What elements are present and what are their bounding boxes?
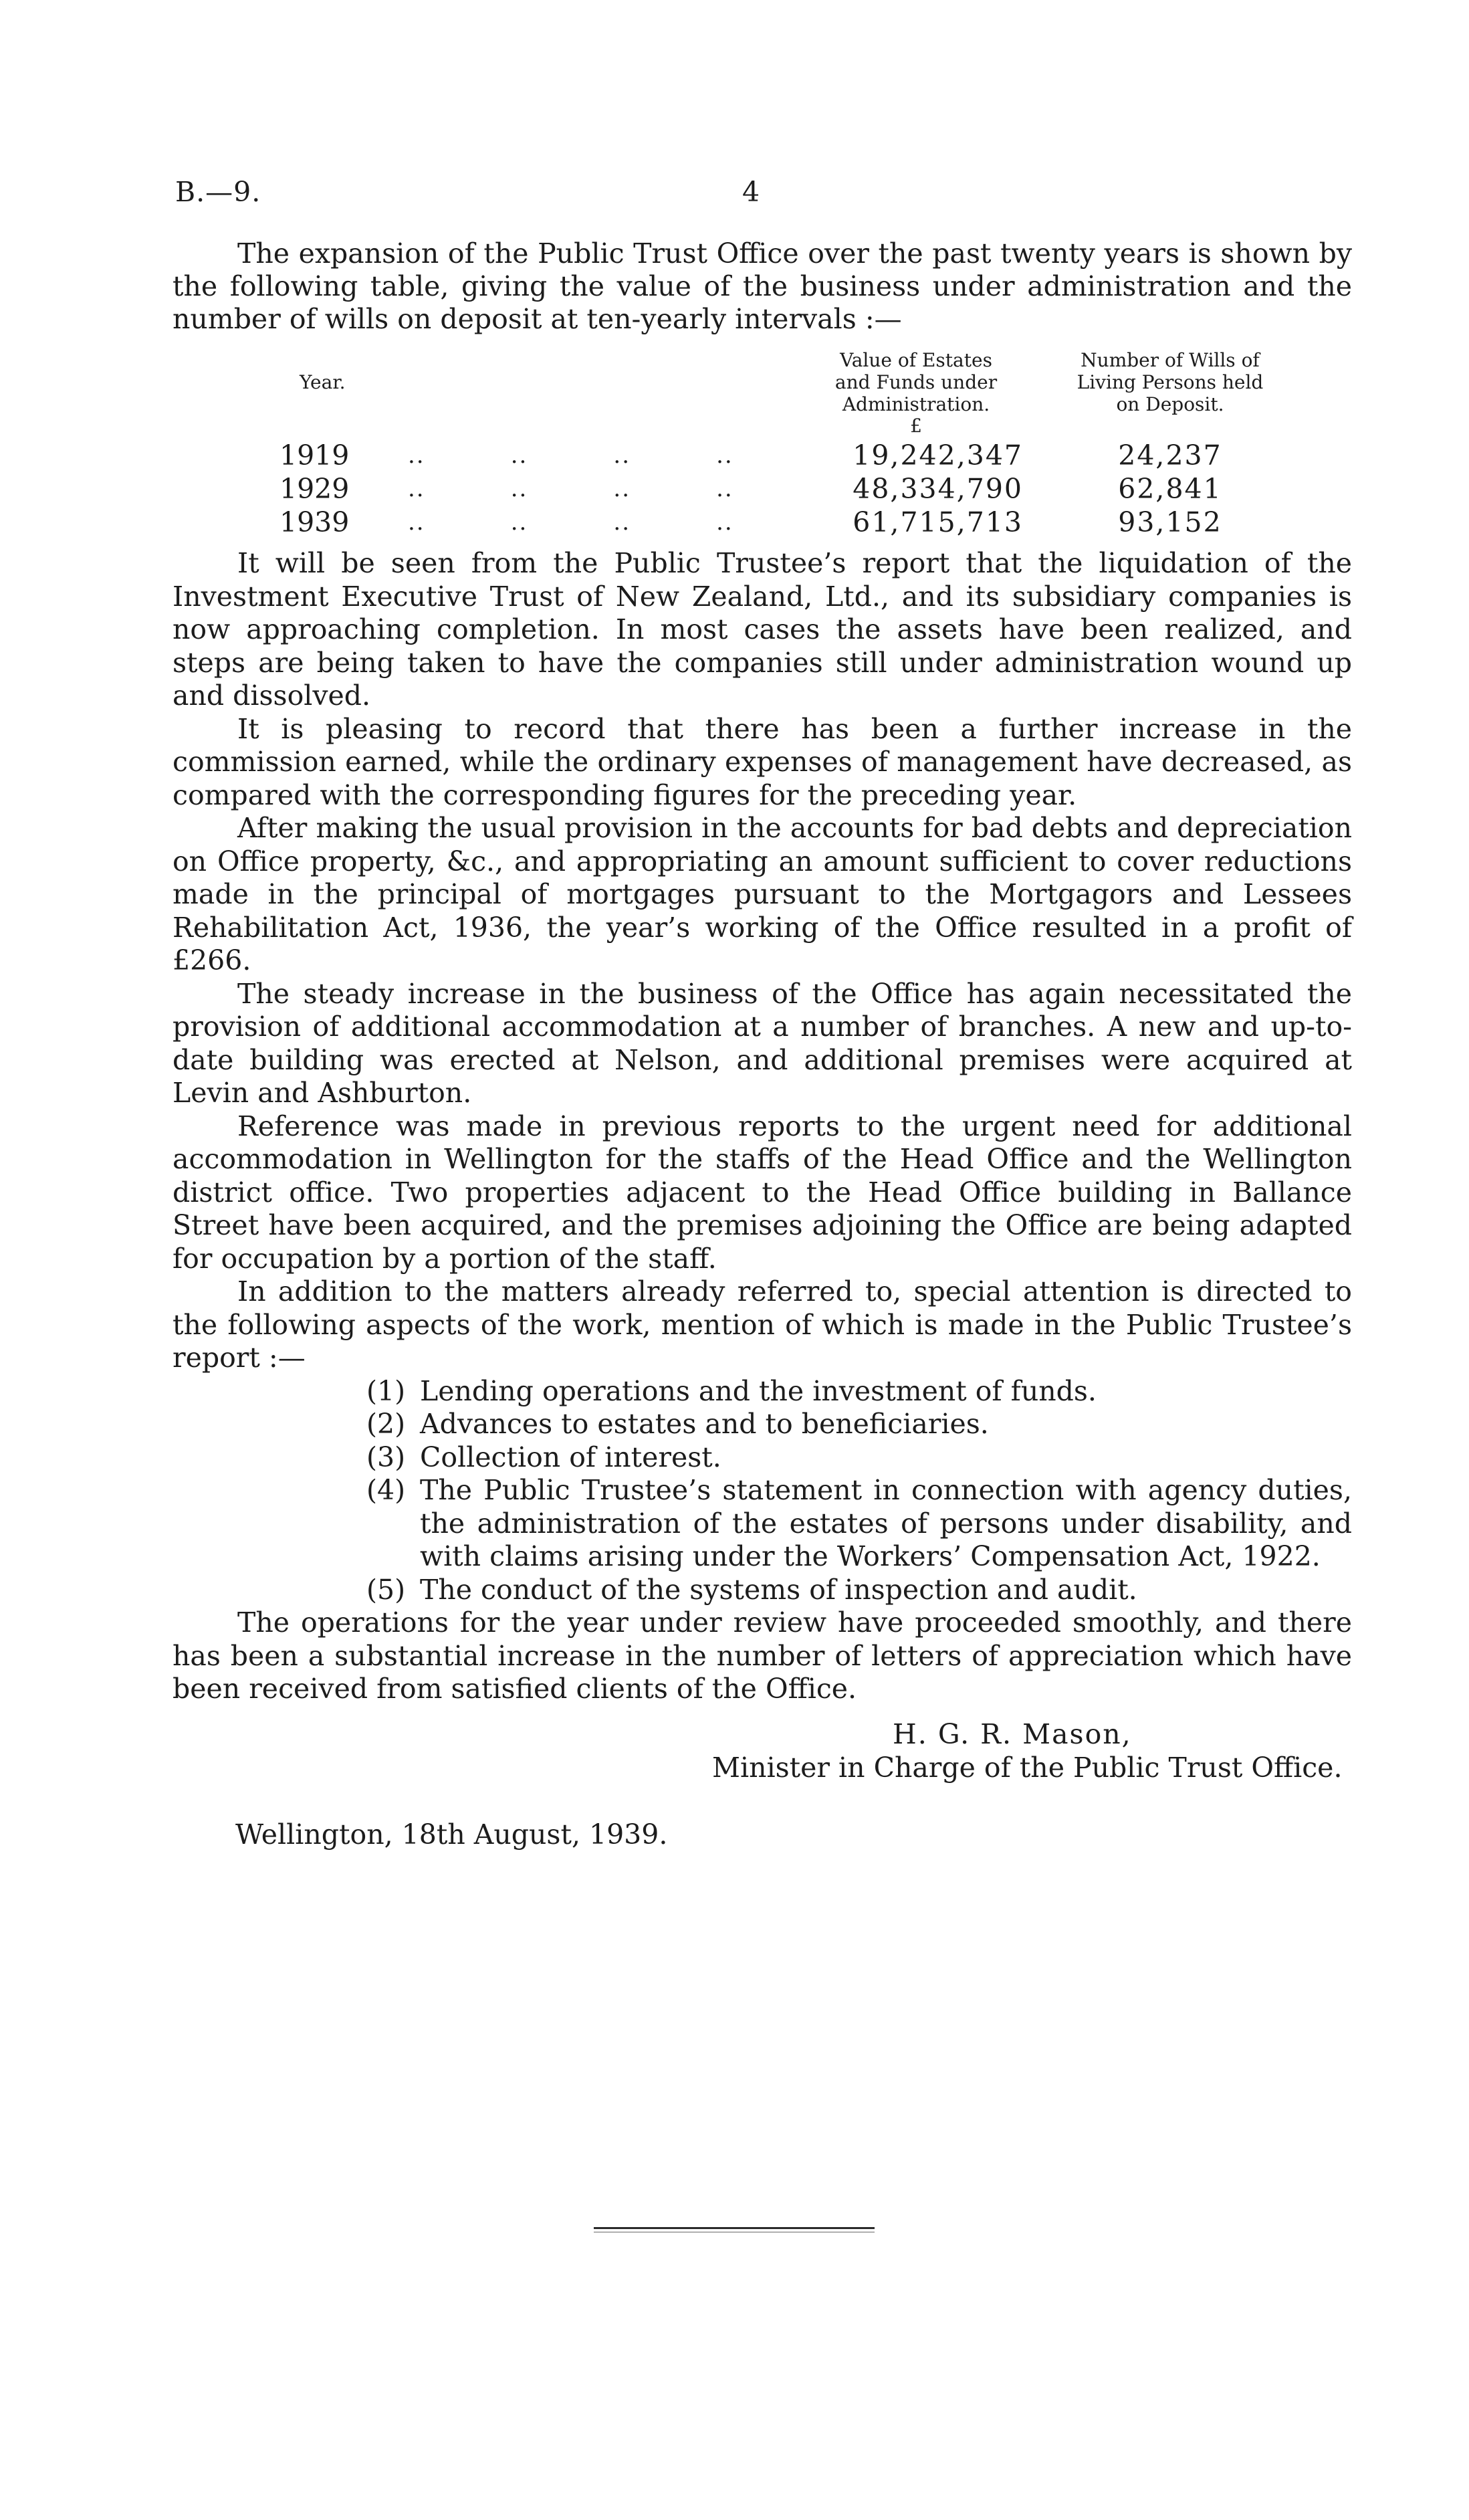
row-wills: 24,237	[1118, 439, 1222, 471]
table-header-wills-line: on Deposit.	[1116, 393, 1224, 415]
paragraph: In addition to the matters already referred to, special attention is directed to the following aspects of the work, mention of which is made in the Public Trustee’s report :—	[173, 1275, 1352, 1374]
row-wills: 62,841	[1118, 473, 1222, 505]
row-leader-dots: .. .. .. ..	[408, 442, 733, 469]
table-header-value	[806, 349, 1026, 415]
list-item	[306, 1408, 1352, 1441]
table-header-value-line: and Funds under	[834, 371, 998, 393]
list-item-number: (2)	[366, 1408, 406, 1440]
document-reference: B.—9.	[175, 176, 261, 208]
signatory-title: Minister in Charge of the Public Trust Office.	[712, 1752, 1343, 1784]
signatory-name: H. G. R. Mason,	[893, 1718, 1132, 1750]
paragraph: The steady increase in the business of the Office has again necessitated the provision of additional accommodation at a number of branches. A new and up-to-date building was erected at Nelson, and additional premises were acquired at Levin and Ashburton.	[173, 977, 1352, 1109]
place-and-date: Wellington, 18th August, 1939.	[235, 1818, 668, 1851]
body-text	[173, 547, 1352, 1706]
table-header-wills	[1056, 349, 1284, 415]
table-header-value-line: Value of Estates	[840, 349, 992, 371]
row-value: 61,715,713	[853, 506, 1023, 538]
page-number: 4	[742, 176, 760, 208]
table-header-wills-line: Number of Wills of	[1081, 349, 1260, 371]
list-item-text: Advances to estates and to beneficiaries.	[420, 1408, 989, 1440]
table-header-value-unit: £	[910, 415, 922, 437]
end-rule	[594, 2227, 875, 2229]
paragraph: It will be seen from the Public Trustee’s report that the liquidation of the Investment Executive Trust of New Zealand, Ltd., and its subsidiary companies is now approaching completion. In most cases the assets have been realized, and steps are being taken to have the companies still under administration wound up and dissolved.	[173, 547, 1352, 712]
list-item	[306, 1375, 1352, 1408]
paragraph: Reference was made in previous reports to the urgent need for additional accommodation in Wellington for the staffs of the Head Office and the Wellington district office. Two properties adjacent to the Head Office building in Ballance Street have been acquired, and the premises adjoining the Office are being adapted for occupation by a portion of the staff.	[173, 1110, 1352, 1275]
table-header-wills-line: Living Persons held	[1077, 371, 1264, 393]
row-year: 1919	[279, 439, 350, 471]
row-leader-dots: .. .. .. ..	[408, 509, 733, 536]
table-row	[279, 438, 1282, 473]
row-value: 48,334,790	[853, 473, 1023, 505]
list-item-text: Lending operations and the investment of funds.	[420, 1374, 1097, 1407]
list-item-number: (3)	[366, 1441, 406, 1473]
paragraph: After making the usual provision in the accounts for bad debts and depreciation on Office property, &c., and appropriating an amount sufficient to cover reductions made in the principal of mortgages pursuant to the Mortgagors and Lessees Rehabilitation Act, 1936, the year’s working of the Office resulted in a profit of £266.	[173, 812, 1352, 976]
list-item-text: The Public Trustee’s statement in connection with agency duties, the administration of the estates of persons under disability, and with claims arising under the Workers’ Compensation Act, 1922.	[420, 1474, 1352, 1572]
row-year: 1929	[279, 473, 350, 505]
list-item	[306, 1474, 1352, 1574]
intro-paragraph: The expansion of the Public Trust Office over the past twenty years is shown by the following table, giving the value of the business under administration and the number of wills on deposit at ten-yearly intervals :—	[173, 237, 1352, 335]
list-item-number: (5)	[366, 1573, 406, 1606]
row-year: 1939	[279, 506, 350, 538]
row-wills: 93,152	[1118, 506, 1222, 538]
list-item	[306, 1574, 1352, 1607]
closing-paragraph: The operations for the year under review have proceeded smoothly, and there has been a substantial increase in the number of letters of appreciation which have been received from satisfied clients of the Office.	[173, 1606, 1352, 1705]
table-header-year: Year.	[300, 371, 346, 393]
paragraph: It is pleasing to record that there has been a further increase in the commission earned, while the ordinary expenses of management have decreased, as compared with the corresponding figures for the preceding year.	[173, 712, 1352, 811]
list-item-text: Collection of interest.	[420, 1441, 721, 1473]
aspects-list	[173, 1375, 1352, 1607]
list-item-number: (1)	[366, 1374, 406, 1407]
list-item-number: (4)	[366, 1474, 406, 1506]
row-value: 19,242,347	[853, 439, 1023, 471]
list-item	[306, 1441, 1352, 1475]
list-item-text: The conduct of the systems of inspection and audit.	[420, 1573, 1137, 1606]
table-row	[279, 505, 1282, 540]
table-header-value-line: Administration.	[842, 393, 990, 415]
row-leader-dots: .. .. .. ..	[408, 476, 733, 502]
table-row	[279, 471, 1282, 506]
